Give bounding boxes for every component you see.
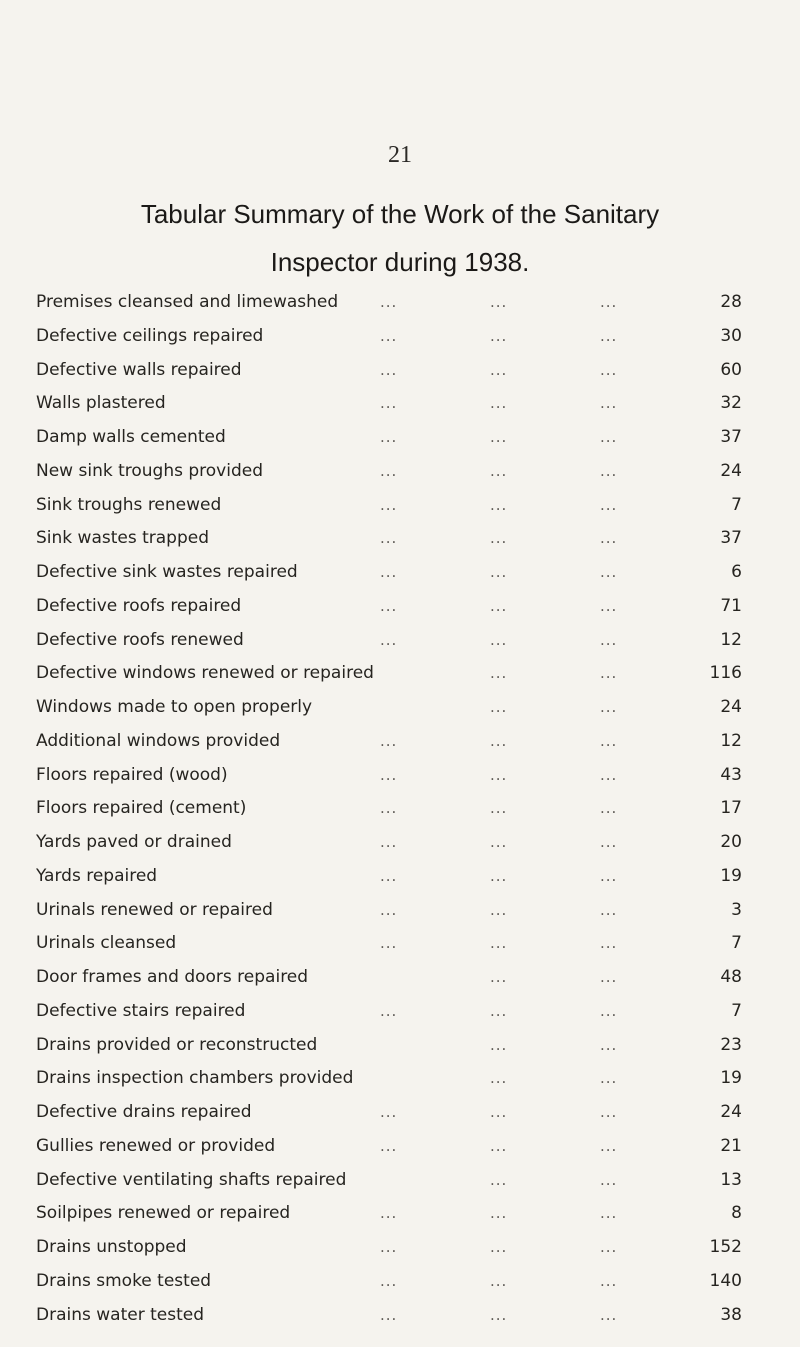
row-label: Defective sink wastes repaired [36,562,298,582]
row-count: 17 [720,798,742,819]
row-leader: ... [490,630,508,649]
row-leader: ... [600,698,618,716]
row-leader: ... [600,360,618,379]
row-leader: ... [600,968,618,986]
row-leader: ... [380,833,398,851]
summary-row [36,489,742,523]
row-label: Defective ceilings repaired [36,325,264,346]
row-leader: ... [600,731,618,750]
row-label: Drains smoke tested [36,1270,212,1291]
row-count: 3 [731,899,742,920]
row-leader: ... [600,1305,618,1324]
row-leader: ... [600,461,618,480]
row-leader: ... [490,1069,508,1088]
row-count: 19 [720,1068,742,1089]
row-label: Yards repaired [36,865,158,886]
row-count: 24 [720,1102,742,1122]
row-leader: ... [490,1001,508,1020]
row-leader: ... [380,934,398,953]
summary-row [36,624,742,658]
row-count: 12 [720,629,742,650]
row-count: 28 [720,292,742,312]
row-leader: ... [600,664,618,683]
row-leader: ... [490,833,508,851]
row-leader: ... [490,326,508,345]
row-leader: ... [380,326,398,345]
summary-row [36,1265,742,1299]
row-label: Defective ventilating shafts repaired [36,1169,347,1190]
row-leader: ... [600,1136,618,1155]
summary-row [36,1164,742,1198]
row-leader: ... [600,1170,618,1189]
row-count: 37 [720,427,742,447]
row-leader: ... [600,326,618,345]
row-leader: ... [600,563,618,581]
row-leader: ... [600,1035,618,1054]
row-leader: ... [490,1271,508,1290]
title-line-1: Tabular Summary of the Work of the Sanitary [140,199,660,229]
row-leader: ... [490,1103,508,1121]
row-leader: ... [600,1103,618,1121]
summary-row [36,1299,742,1333]
row-label: Gullies renewed or provided [36,1135,276,1156]
row-leader: ... [380,1136,398,1155]
row-leader: ... [380,428,398,446]
row-leader: ... [380,360,398,379]
row-leader: ... [380,630,398,649]
row-leader: ... [490,495,508,514]
row-count: 19 [720,865,742,886]
row-label: Urinals renewed or repaired [36,899,273,920]
row-leader: ... [490,866,508,885]
row-count: 30 [720,325,742,346]
row-count: 8 [731,1203,742,1224]
row-leader: ... [600,495,618,514]
row-leader: ... [380,293,398,311]
row-leader: ... [380,1271,398,1290]
row-leader: ... [490,1238,508,1256]
row-count: 37 [720,528,742,549]
row-leader: ... [600,1204,618,1223]
row-leader: ... [380,461,398,480]
summary-row [36,826,742,860]
row-leader: ... [600,866,618,885]
row-leader: ... [380,799,398,818]
row-leader: ... [380,1238,398,1256]
row-leader: ... [380,731,398,750]
row-leader: ... [600,934,618,953]
row-count: 7 [731,933,742,954]
summary-row [36,1096,742,1130]
row-count: 13 [720,1169,742,1190]
row-count: 152 [709,1237,742,1257]
row-label: Door frames and doors repaired [36,967,309,987]
row-label: Defective stairs repaired [36,1000,246,1021]
row-label: Defective roofs repaired [36,595,242,616]
summary-row [36,387,742,421]
row-label: Additional windows provided [36,730,281,751]
row-leader: ... [380,529,398,548]
row-leader: ... [490,293,508,311]
row-leader: ... [600,1001,618,1020]
row-count: 6 [731,562,742,582]
row-label: Yards paved or drained [36,832,232,852]
title-line-2: Inspector during 1938. [270,247,530,277]
row-leader: ... [600,1069,618,1088]
row-label: Defective drains repaired [36,1102,252,1122]
summary-row [36,1062,742,1096]
row-leader: ... [380,1305,398,1324]
row-leader: ... [490,394,508,413]
row-leader: ... [380,394,398,413]
row-count: 12 [720,730,742,751]
row-count: 23 [720,1034,742,1055]
summary-row [36,657,742,691]
summary-row [36,320,742,354]
row-label: Sink wastes trapped [36,528,210,549]
summary-row [36,455,742,489]
row-leader: ... [490,1204,508,1223]
row-label: Walls plastered [36,393,166,414]
row-leader: ... [490,934,508,953]
summary-row [36,725,742,759]
row-leader: ... [600,1271,618,1290]
summary-row [36,759,742,793]
summary-row [36,691,742,725]
row-leader: ... [490,360,508,379]
row-leader: ... [490,1035,508,1054]
row-label: Defective roofs renewed [36,629,244,650]
row-count: 7 [731,1000,742,1021]
row-leader: ... [600,428,618,446]
row-label: Windows made to open properly [36,697,313,717]
summary-row [36,927,742,961]
row-label: Soilpipes renewed or repaired [36,1203,291,1224]
row-count: 21 [720,1135,742,1156]
row-leader: ... [600,293,618,311]
row-leader: ... [600,799,618,818]
row-leader: ... [600,394,618,413]
row-label: New sink troughs provided [36,460,264,481]
row-label: Floors repaired (wood) [36,764,228,785]
row-leader: ... [490,731,508,750]
row-count: 48 [720,967,742,987]
row-leader: ... [600,900,618,919]
summary-row [36,522,742,556]
row-leader: ... [380,900,398,919]
row-count: 7 [731,494,742,515]
row-leader: ... [600,630,618,649]
row-label: Floors repaired (cement) [36,798,247,819]
summary-row [36,961,742,995]
summary-row [36,1197,742,1231]
row-count: 24 [720,460,742,481]
summary-row [36,995,742,1029]
row-leader: ... [490,563,508,581]
row-leader: ... [490,1136,508,1155]
row-leader: ... [380,563,398,581]
row-leader: ... [380,1103,398,1121]
row-count: 38 [720,1304,742,1325]
summary-row [36,556,742,590]
summary-row [36,1130,742,1164]
row-leader: ... [490,529,508,548]
row-label: Defective windows renewed or repaired [36,663,374,684]
row-leader: ... [490,1170,508,1189]
row-label: Sink troughs renewed [36,494,222,515]
row-leader: ... [490,799,508,818]
summary-row [36,286,742,320]
row-leader: ... [380,495,398,514]
row-count: 43 [720,764,742,785]
row-leader: ... [490,1305,508,1324]
summary-row [36,1231,742,1265]
summary-row [36,792,742,826]
row-count: 60 [720,359,742,380]
row-leader: ... [490,428,508,446]
row-leader: ... [490,596,508,615]
row-leader: ... [490,968,508,986]
row-leader: ... [600,833,618,851]
row-leader: ... [380,1001,398,1020]
row-leader: ... [490,664,508,683]
row-label: Drains provided or reconstructed [36,1034,318,1055]
row-count: 20 [720,832,742,852]
summary-row [36,894,742,928]
row-label: Urinals cleansed [36,933,177,954]
row-count: 140 [709,1270,742,1291]
row-leader: ... [490,900,508,919]
row-label: Damp walls cemented [36,427,226,447]
row-label: Drains inspection chambers provided [36,1068,354,1089]
row-label: Drains water tested [36,1304,204,1325]
row-leader: ... [380,1204,398,1223]
row-leader: ... [490,765,508,784]
row-leader: ... [490,461,508,480]
summary-row [36,354,742,388]
row-leader: ... [490,698,508,716]
row-leader: ... [380,765,398,784]
summary-row [36,860,742,894]
row-leader: ... [600,596,618,615]
row-leader: ... [600,1238,618,1256]
row-leader: ... [600,765,618,784]
page-number: 21 [388,142,412,168]
row-label: Premises cleansed and limewashed [36,292,339,312]
row-leader: ... [380,596,398,615]
row-count: 24 [720,697,742,717]
summary-row [36,1029,742,1063]
summary-row [36,590,742,624]
row-count: 71 [720,595,742,616]
page-title [20,190,780,286]
row-label: Defective walls repaired [36,359,242,380]
row-count: 32 [720,393,742,414]
row-count: 116 [709,663,742,684]
row-leader: ... [600,529,618,548]
row-leader: ... [380,866,398,885]
row-label: Drains unstopped [36,1237,187,1257]
summary-list [36,286,742,1332]
summary-row [36,421,742,455]
